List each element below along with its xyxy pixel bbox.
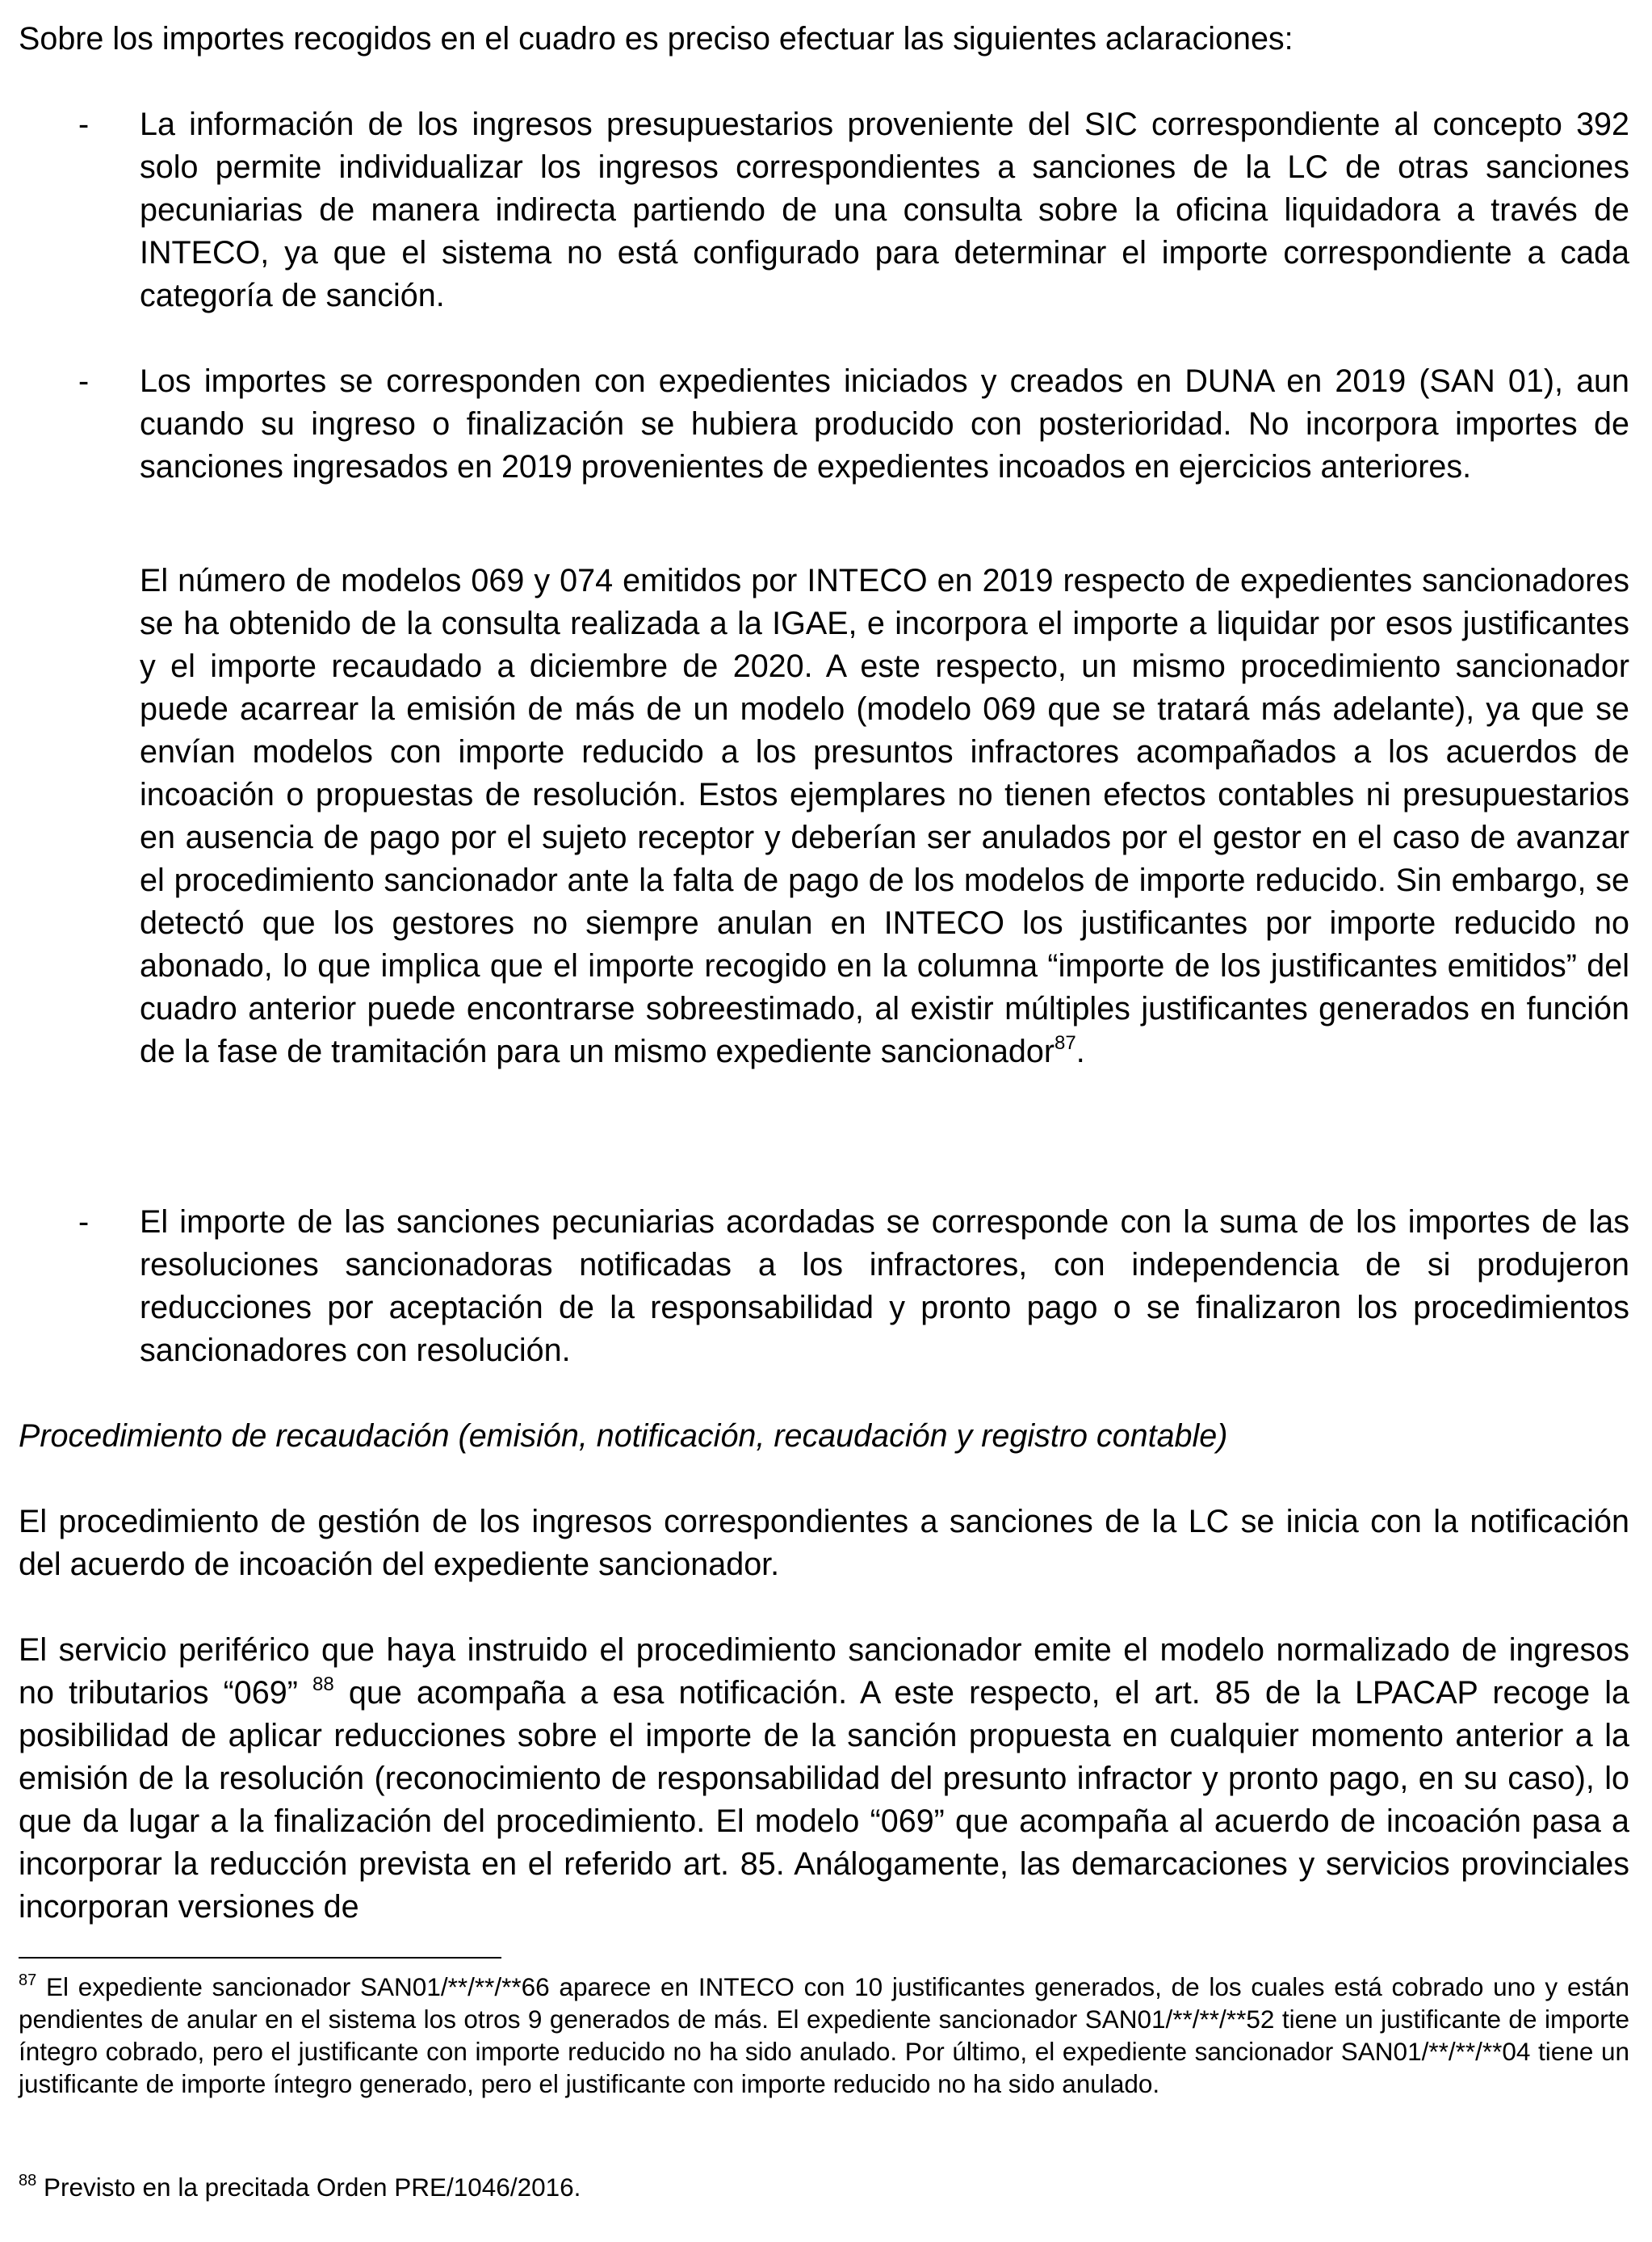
bullet-marker: - xyxy=(78,1204,90,1240)
intro-paragraph: Sobre los importes recogidos en el cuadro es preciso efectuar las siguientes aclaraciones: xyxy=(19,21,1294,57)
footnote-87-text: El expediente sancionador SAN01/**/**/**66 aparece en INTECO con 10 justificantes generados, de los cuales está cobrado uno y están pendientes de anular en el sistema los otros 9 generados de más. El expediente sancionador SAN01/**/**/**52 tiene un justificante de importe íntegro cobrado, pero el justificante con importe reducido no ha sido anulado. Por último, el expediente sancionador SAN01/**/**/**04 tiene un justificante de importe íntegro generado, pero el justificante con importe reducido no ha sido anulado. xyxy=(19,1972,1629,2098)
bullet-2-text: Los importes se corresponden con expedientes iniciados y creados en DUNA en 2019 (SAN 01), aun cuando su ingreso o finalización se hubiera producido con posterioridad. No incorpora importes de sanciones ingresados en 2019 provenientes de expedientes incoados en ejercicios anteriores. xyxy=(140,363,1629,485)
bullet-marker: - xyxy=(78,363,90,399)
footnote-ref-87[interactable]: 87 xyxy=(1055,1031,1076,1054)
bullet-marker: - xyxy=(78,107,90,142)
paragraph-2-text-a: El servicio periférico que haya instruido el procedimiento sancionador emite el modelo normalizado de ingresos no tributarios “069” xyxy=(19,1632,1629,1711)
footnote-number: 87 xyxy=(19,1971,37,1989)
footnote-separator xyxy=(19,1957,501,1959)
footnote-number: 88 xyxy=(19,2171,37,2190)
bullet-2-continuation-end: . xyxy=(1075,1034,1085,1069)
footnote-87 xyxy=(19,1971,1629,2100)
section-heading: Procedimiento de recaudación (emisión, notificación, recaudación y registro contable) xyxy=(19,1418,1228,1454)
bullet-1-text: La información de los ingresos presupuestarios proveniente del SIC correspondiente al concepto 392 solo permite individualizar los ingresos correspondientes a sanciones de la LC de otras sanciones pecuniarias de manera indirecta partiendo de una consulta sobre la oficina liquidadora a través de INTECO, ya que el sistema no está configurado para determinar el importe correspondiente a cada categoría de sanción. xyxy=(140,107,1629,313)
footnote-88-text: Previsto en la precitada Orden PRE/1046/2016. xyxy=(36,2173,581,2202)
bullet-3 xyxy=(19,1201,1629,1372)
bullet-2-continuation-text: El número de modelos 069 y 074 emitidos por INTECO en 2019 respecto de expedientes sancionadores se ha obtenido de la consulta realizada a la IGAE, e incorpora el importe a liquidar por esos justificantes y el importe recaudado a diciembre de 2020. A este respecto, un mismo procedimiento sancionador puede acarrear la emisión de más de un modelo (modelo 069 que se tratará más adelante), ya que se envían modelos con importe reducido a los presuntos infractores acompañados a los acuerdos de incoación o propuestas de resolución. Estos ejemplares no tienen efectos contables ni presupuestarios en ausencia de pago por el sujeto receptor y deberían ser anulados por el gestor en el caso de avanzar el procedimiento sancionador ante la falta de pago de los modelos de importe reducido. Sin embargo, se detectó que los gestores no siempre anulan en INTECO los justificantes por importe reducido no abonado, lo que implica que el importe recogido en la columna “importe de los justificantes emitidos” del cuadro anterior puede encontrarse sobreestimado, al existir múltiples justificantes generados en función de la fase de tramitación para un mismo expediente sancionador xyxy=(140,563,1629,1069)
paragraph-2 xyxy=(19,1629,1629,1929)
bullet-1 xyxy=(19,103,1629,317)
paragraph-2-text-b: que acompaña a esa notificación. A este respecto, el art. 85 de la LPACAP recoge la posibilidad de aplicar reducciones sobre el importe de la sanción propuesta en cualquier momento anterior a la emisión de la resolución (reconocimiento de responsabilidad del presunto infractor y pronto pago, en su caso), lo que da lugar a la finalización del procedimiento. El modelo “069” que acompaña al acuerdo de incoación pasa a incorporar la reducción prevista en el referido art. 85. Análogamente, las demarcaciones y servicios provinciales incorporan versiones de xyxy=(19,1675,1629,1925)
bullet-2-continuation xyxy=(19,560,1629,1073)
footnote-88 xyxy=(19,2171,1629,2203)
paragraph-1: El procedimiento de gestión de los ingresos correspondientes a sanciones de la LC se inicia con la notificación del acuerdo de incoación del expediente sancionador. xyxy=(19,1504,1629,1582)
bullet-3-text: El importe de las sanciones pecuniarias acordadas se corresponde con la suma de los importes de las resoluciones sancionadoras notificadas a los infractores, con independencia de si produjeron reducciones por aceptación de la responsabilidad y pronto pago o se finalizaron los procedimientos sancionadores con resolución. xyxy=(140,1204,1629,1368)
footnote-ref-88[interactable]: 88 xyxy=(312,1673,334,1695)
bullet-2 xyxy=(19,360,1629,489)
